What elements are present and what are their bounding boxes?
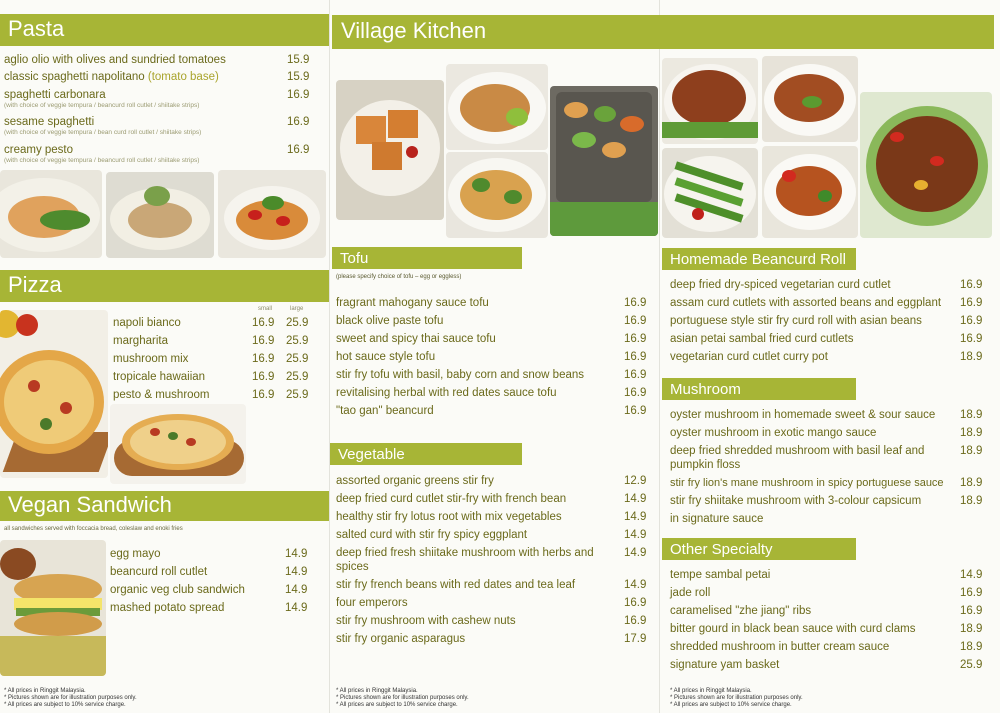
footer-line: * All prices are subject to 10% service charge. bbox=[670, 702, 792, 708]
sandwich-header bbox=[0, 491, 330, 521]
item-name: oyster mushroom in exotic mango sauce bbox=[670, 427, 877, 439]
item-price: 15.9 bbox=[287, 54, 310, 66]
item-name: margharita bbox=[113, 335, 168, 347]
item-name: sweet and spicy thai sauce tofu bbox=[336, 333, 496, 345]
item-name: aglio olio with olives and sundried tomatoes bbox=[4, 54, 226, 66]
item-name: jade roll bbox=[670, 587, 711, 599]
item-price-large: 25.9 bbox=[286, 353, 309, 365]
item-price-large: 25.9 bbox=[286, 335, 309, 347]
sandwich-photo bbox=[0, 540, 106, 676]
footer-line: * Pictures shown are for illustration purposes only. bbox=[670, 695, 803, 701]
middle-panel bbox=[330, 0, 660, 713]
item-price-large: 25.9 bbox=[286, 389, 309, 401]
item-name: signature yam basket bbox=[670, 659, 780, 671]
footer-line: * Pictures shown are for illustration purposes only. bbox=[336, 695, 469, 701]
item-name: bitter gourd in black bean sauce with curd clams bbox=[670, 623, 916, 635]
item-price-small: 16.9 bbox=[252, 371, 275, 383]
item-price: 18.9 bbox=[960, 623, 983, 635]
mushroom-header bbox=[662, 378, 856, 400]
item-price: 18.9 bbox=[960, 427, 983, 439]
item-name: stir fry mushroom with cashew nuts bbox=[336, 615, 516, 627]
item-price: 18.9 bbox=[960, 445, 983, 457]
item-name: fragrant mahogany sauce tofu bbox=[336, 297, 489, 309]
dish-photo bbox=[446, 64, 548, 150]
mushroom-title: Mushroom bbox=[670, 381, 741, 398]
vegetable-title: Vegetable bbox=[338, 446, 405, 463]
item-name: assorted organic greens stir fry bbox=[336, 475, 494, 487]
item-price: 16.9 bbox=[624, 315, 647, 327]
tofu-note: (please specify choice of tofu – egg or eggless) bbox=[336, 274, 462, 280]
footer-notes bbox=[336, 688, 469, 709]
pizza-title: Pizza bbox=[8, 272, 62, 297]
footer-line: * Pictures shown are for illustration purposes only. bbox=[4, 695, 137, 701]
pasta-photo bbox=[0, 170, 102, 258]
item-name: "tao gan" beancurd bbox=[336, 405, 434, 417]
dish-photo bbox=[662, 148, 758, 238]
item-price: 16.9 bbox=[960, 297, 983, 309]
item-name-line2: spices bbox=[336, 561, 369, 573]
footer-notes bbox=[670, 688, 803, 709]
item-price: 18.9 bbox=[960, 409, 983, 421]
item-price: 14.9 bbox=[285, 566, 308, 578]
footer-line: * All prices in Ringgit Malaysia. bbox=[4, 688, 86, 694]
item-price: 14.9 bbox=[285, 584, 308, 596]
item-name: caramelised "zhe jiang" ribs bbox=[670, 605, 812, 617]
footer-notes bbox=[4, 688, 137, 709]
item-name: stir fry shiitake mushroom with 3-colour capsicum bbox=[670, 495, 922, 507]
item-subtext: (with choice of veggie tempura / beancurd roll cutlet / shiitake strips) bbox=[4, 102, 200, 109]
item-name bbox=[4, 70, 219, 84]
item-name: organic veg club sandwich bbox=[110, 584, 245, 596]
item-name: deep fried fresh shiitake mushroom with herbs and bbox=[336, 547, 594, 559]
item-price: 16.9 bbox=[960, 587, 983, 599]
village-kitchen-header bbox=[332, 15, 660, 49]
dish-photo bbox=[446, 152, 548, 238]
item-price: 14.9 bbox=[624, 579, 647, 591]
item-price: 18.9 bbox=[960, 351, 983, 363]
item-price: 16.9 bbox=[287, 116, 310, 128]
item-price: 16.9 bbox=[960, 315, 983, 327]
page-title: Village Kitchen bbox=[341, 18, 487, 43]
item-name: revitalising herbal with red dates sauce tofu bbox=[336, 387, 557, 399]
pizza-photo bbox=[110, 404, 246, 484]
pasta-photo bbox=[106, 172, 214, 258]
item-price: 16.9 bbox=[624, 297, 647, 309]
item-price: 16.9 bbox=[960, 333, 983, 345]
item-name: hot sauce style tofu bbox=[336, 351, 436, 363]
item-name: mashed potato spread bbox=[110, 602, 225, 614]
item-price: 15.9 bbox=[287, 71, 310, 83]
item-name: sesame spaghetti bbox=[4, 116, 95, 128]
footer-line: * All prices in Ringgit Malaysia. bbox=[336, 688, 418, 694]
item-subtext: (with choice of veggie tempura / beancurd roll cutlet / shiitake strips) bbox=[4, 157, 200, 164]
item-name: tempe sambal petai bbox=[670, 569, 771, 581]
item-name: assam curd cutlets with assorted beans and eggplant bbox=[670, 297, 942, 309]
pasta-photo bbox=[218, 170, 326, 258]
item-name: stir fry tofu with basil, baby corn and snow beans bbox=[336, 369, 585, 381]
tofu-title: Tofu bbox=[340, 250, 369, 267]
item-price-large: 25.9 bbox=[286, 317, 309, 329]
item-name: stir fry organic asparagus bbox=[336, 633, 466, 645]
item-price: 12.9 bbox=[624, 475, 647, 487]
item-name-note: (tomato base) bbox=[147, 71, 219, 83]
item-price: 16.9 bbox=[624, 597, 647, 609]
item-name-line2: pumpkin floss bbox=[670, 459, 741, 471]
beancurd-title: Homemade Beancurd Roll bbox=[670, 251, 846, 268]
dish-photo bbox=[550, 86, 658, 236]
item-name: black olive paste tofu bbox=[336, 315, 444, 327]
item-name-text: classic spaghetti napolitano bbox=[4, 71, 145, 83]
header-bar bbox=[660, 15, 994, 49]
tofu-header bbox=[332, 247, 522, 269]
footer-line: * All prices in Ringgit Malaysia. bbox=[670, 688, 752, 694]
dish-photo bbox=[762, 56, 858, 142]
item-name: vegetarian curd cutlet curry pot bbox=[670, 351, 828, 363]
item-name: stir fry french beans with red dates and tea leaf bbox=[336, 579, 576, 591]
footer-line: * All prices are subject to 10% service charge. bbox=[336, 702, 458, 708]
item-price: 16.9 bbox=[287, 144, 310, 156]
right-panel bbox=[660, 0, 1000, 713]
item-name: napoli bianco bbox=[113, 317, 181, 329]
item-price: 16.9 bbox=[960, 279, 983, 291]
footer-line: * All prices are subject to 10% service charge. bbox=[4, 702, 126, 708]
item-name: beancurd roll cutlet bbox=[110, 566, 208, 578]
item-name: shredded mushroom in butter cream sauce bbox=[670, 641, 890, 653]
item-price-large: 25.9 bbox=[286, 371, 309, 383]
item-price: 14.9 bbox=[624, 529, 647, 541]
item-price: 14.9 bbox=[624, 511, 647, 523]
pasta-header bbox=[0, 14, 330, 46]
item-price: 14.9 bbox=[624, 547, 647, 559]
pizza-header bbox=[0, 270, 330, 302]
item-price: 18.9 bbox=[960, 495, 983, 507]
item-name: deep fried shredded mushroom with basil leaf and bbox=[670, 445, 925, 457]
item-price: 14.9 bbox=[285, 548, 308, 560]
item-price: 16.9 bbox=[624, 387, 647, 399]
item-name: four emperors bbox=[336, 597, 408, 609]
item-name: portuguese style stir fry curd roll with asian beans bbox=[670, 315, 922, 327]
item-name: oyster mushroom in homemade sweet & sour sauce bbox=[670, 409, 936, 421]
item-price-small: 16.9 bbox=[252, 353, 275, 365]
dish-photo bbox=[762, 146, 858, 238]
item-name: deep fried dry-spiced vegetarian curd cutlet bbox=[670, 279, 891, 291]
item-name: egg mayo bbox=[110, 548, 161, 560]
item-name: salted curd with stir fry spicy eggplant bbox=[336, 529, 528, 541]
item-price-small: 16.9 bbox=[252, 335, 275, 347]
item-price: 16.9 bbox=[960, 605, 983, 617]
item-price: 14.9 bbox=[624, 493, 647, 505]
item-price: 16.9 bbox=[287, 89, 310, 101]
sandwich-note: all sandwiches served with foccacia bread, coleslaw and enoki fries bbox=[4, 526, 183, 532]
item-name: asian petai sambal fried curd cutlets bbox=[670, 333, 854, 345]
dish-photo bbox=[860, 92, 992, 238]
item-name: deep fried curd cutlet stir-fry with french bean bbox=[336, 493, 567, 505]
pizza-photo bbox=[0, 310, 108, 478]
item-price: 18.9 bbox=[960, 641, 983, 653]
item-price: 16.9 bbox=[624, 615, 647, 627]
tofu-photo bbox=[336, 80, 444, 220]
item-subtext: (with choice of veggie tempura / bean curd roll cutlet / shiitake strips) bbox=[4, 129, 202, 136]
item-price: 16.9 bbox=[624, 369, 647, 381]
item-name: creamy pesto bbox=[4, 144, 74, 156]
item-name: healthy stir fry lotus root with mix vegetables bbox=[336, 511, 562, 523]
item-price-small: 16.9 bbox=[252, 317, 275, 329]
specialty-header bbox=[662, 538, 856, 560]
item-price: 16.9 bbox=[624, 351, 647, 363]
item-price: 16.9 bbox=[624, 333, 647, 345]
item-price-small: 16.9 bbox=[252, 389, 275, 401]
item-price: 16.9 bbox=[624, 405, 647, 417]
item-name: pesto & mushroom bbox=[113, 389, 210, 401]
pasta-title: Pasta bbox=[8, 16, 65, 41]
vegetable-header bbox=[330, 443, 522, 465]
item-name: tropicale hawaiian bbox=[113, 371, 206, 383]
item-name: spaghetti carbonara bbox=[4, 89, 106, 101]
pizza-size-large: large bbox=[290, 306, 304, 312]
item-price: 18.9 bbox=[960, 477, 983, 489]
dish-photo bbox=[662, 58, 758, 144]
item-price: 25.9 bbox=[960, 659, 983, 671]
item-price: 14.9 bbox=[960, 569, 983, 581]
item-price: 17.9 bbox=[624, 633, 647, 645]
specialty-title: Other Specialty bbox=[670, 541, 773, 558]
sandwich-title: Vegan Sandwich bbox=[8, 492, 172, 517]
item-name: stir fry lion's mane mushroom in spicy portuguese sauce bbox=[670, 477, 944, 489]
pizza-size-small: small bbox=[258, 306, 273, 312]
item-name: in signature sauce bbox=[670, 513, 764, 525]
item-name: mushroom mix bbox=[113, 353, 189, 365]
left-panel bbox=[0, 0, 330, 713]
item-price: 14.9 bbox=[285, 602, 308, 614]
beancurd-header bbox=[662, 248, 856, 270]
